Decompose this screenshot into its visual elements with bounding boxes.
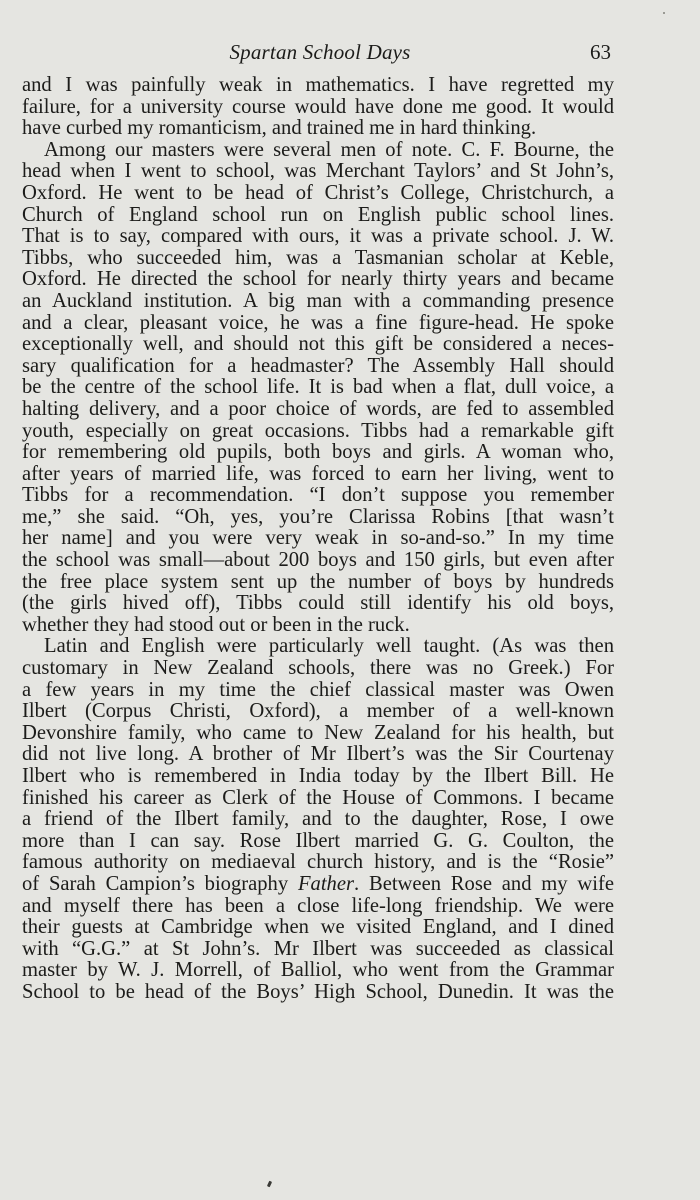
text-line: failure, for a university course would have done me good. It would [22,96,614,118]
text-line: me,” she said. “Oh, yes, you’re Clarissa Robins [that wasn’t [22,506,614,528]
text-line: sary qualification for a headmaster? The Assembly Hall should [22,355,614,377]
text-line: That is to say, compared with ours, it was a private school. J. W. [22,226,614,248]
text-line: Ilbert (Corpus Christi, Oxford), a member of a well-known [22,701,614,723]
text-line: Tibbs for a recommendation. “I don’t suppose you remember [22,485,614,507]
page-header [0,40,700,70]
text-line: Latin and English were particularly well taught. (As was then [44,636,614,658]
text-line: Tibbs, who succeeded him, was a Tasmanian scholar at Keble, [22,247,614,269]
text-line: youth, especially on great occasions. Tibbs had a remarkable gift [22,420,614,442]
text-line: and a clear, pleasant voice, he was a fine figure-head. He spoke [22,312,614,334]
text-line: a friend of the Ilbert family, and to the daughter, Rose, I owe [22,809,614,831]
text-line: (the girls hived off), Tibbs could still identify his old boys, [22,593,614,615]
text-line: Oxford. He went to be head of Christ’s College, Christchurch, a [22,182,614,204]
text-line: an Auckland institution. A big man with a commanding presence [22,290,614,312]
text-line: exceptionally well, and should not this gift be considered a neces- [22,334,614,356]
paper-speck [663,12,665,14]
text-line: their guests at Cambridge when we visited England, and I dined [22,917,614,939]
text-line: finished his career as Clerk of the House of Commons. I became [22,787,614,809]
text-line: with “G.G.” at St John’s. Mr Ilbert was succeeded as classical [22,938,614,960]
text-line: the school was small—about 200 boys and 150 girls, but even after [22,550,614,572]
text-line: the free place system sent up the number of boys by hundreds [22,571,614,593]
text-line: Devonshire family, who came to New Zealand for his health, but [22,722,614,744]
text-line: School to be head of the Boys’ High School, Dunedin. It was the [22,981,614,1003]
text-line: Church of England school run on English public school lines. [22,204,614,226]
book-title: Father [297,873,355,895]
text-line: and myself there has been a close life-long friendship. We were [22,895,614,917]
page-number: 63 [590,40,611,64]
text-line: halting delivery, and a poor choice of words, are fed to assembled [22,398,614,420]
text-line: customary in New Zealand schools, there was no Greek.) For [22,658,614,680]
text-line: Among our masters were several men of note. C. F. Bourne, the [44,139,614,161]
text-line: head when I went to school, was Merchant Taylors’ and St John’s, [22,161,614,183]
text-line: more than I can say. Rose Ilbert married G. G. Coulton, the [22,830,614,852]
text-line: for remembering old pupils, both boys and girls. A woman who, [22,442,614,464]
text-line: be the centre of the school life. It is bad when a flat, dull voice, a [22,377,614,399]
text-line: after years of married life, was forced to earn her living, went to [22,463,614,485]
text-line: of Sarah Campion’s biography Father. Between Rose and my wife [22,873,614,895]
text-line: Ilbert who is remembered in India today by the Ilbert Bill. He [22,766,614,787]
text-line: have curbed my romanticism, and trained me in hard thinking. [22,118,537,140]
text-line: Oxford. He directed the school for nearly thirty years and became [22,269,614,291]
text-line: did not live long. A brother of Mr Ilbert’s was the Sir Courtenay [22,744,614,766]
text-line: a few years in my time the chief classical master was Owen [22,679,614,701]
text-line: whether they had stood out or been in the ruck. [22,614,410,636]
body-text [22,75,614,1004]
text-line: her name] and you were very weak in so-and-so.” In my time [22,528,614,550]
text-line: famous authority on mediaeval church history, and is the “Rosie” [22,852,614,874]
text-line: and I was painfully weak in mathematics. I have regretted my [22,75,614,96]
ink-mark [267,1181,272,1188]
text-line: master by W. J. Morrell, of Balliol, who went from the Grammar [22,960,614,982]
running-head: Spartan School Days [229,40,411,64]
